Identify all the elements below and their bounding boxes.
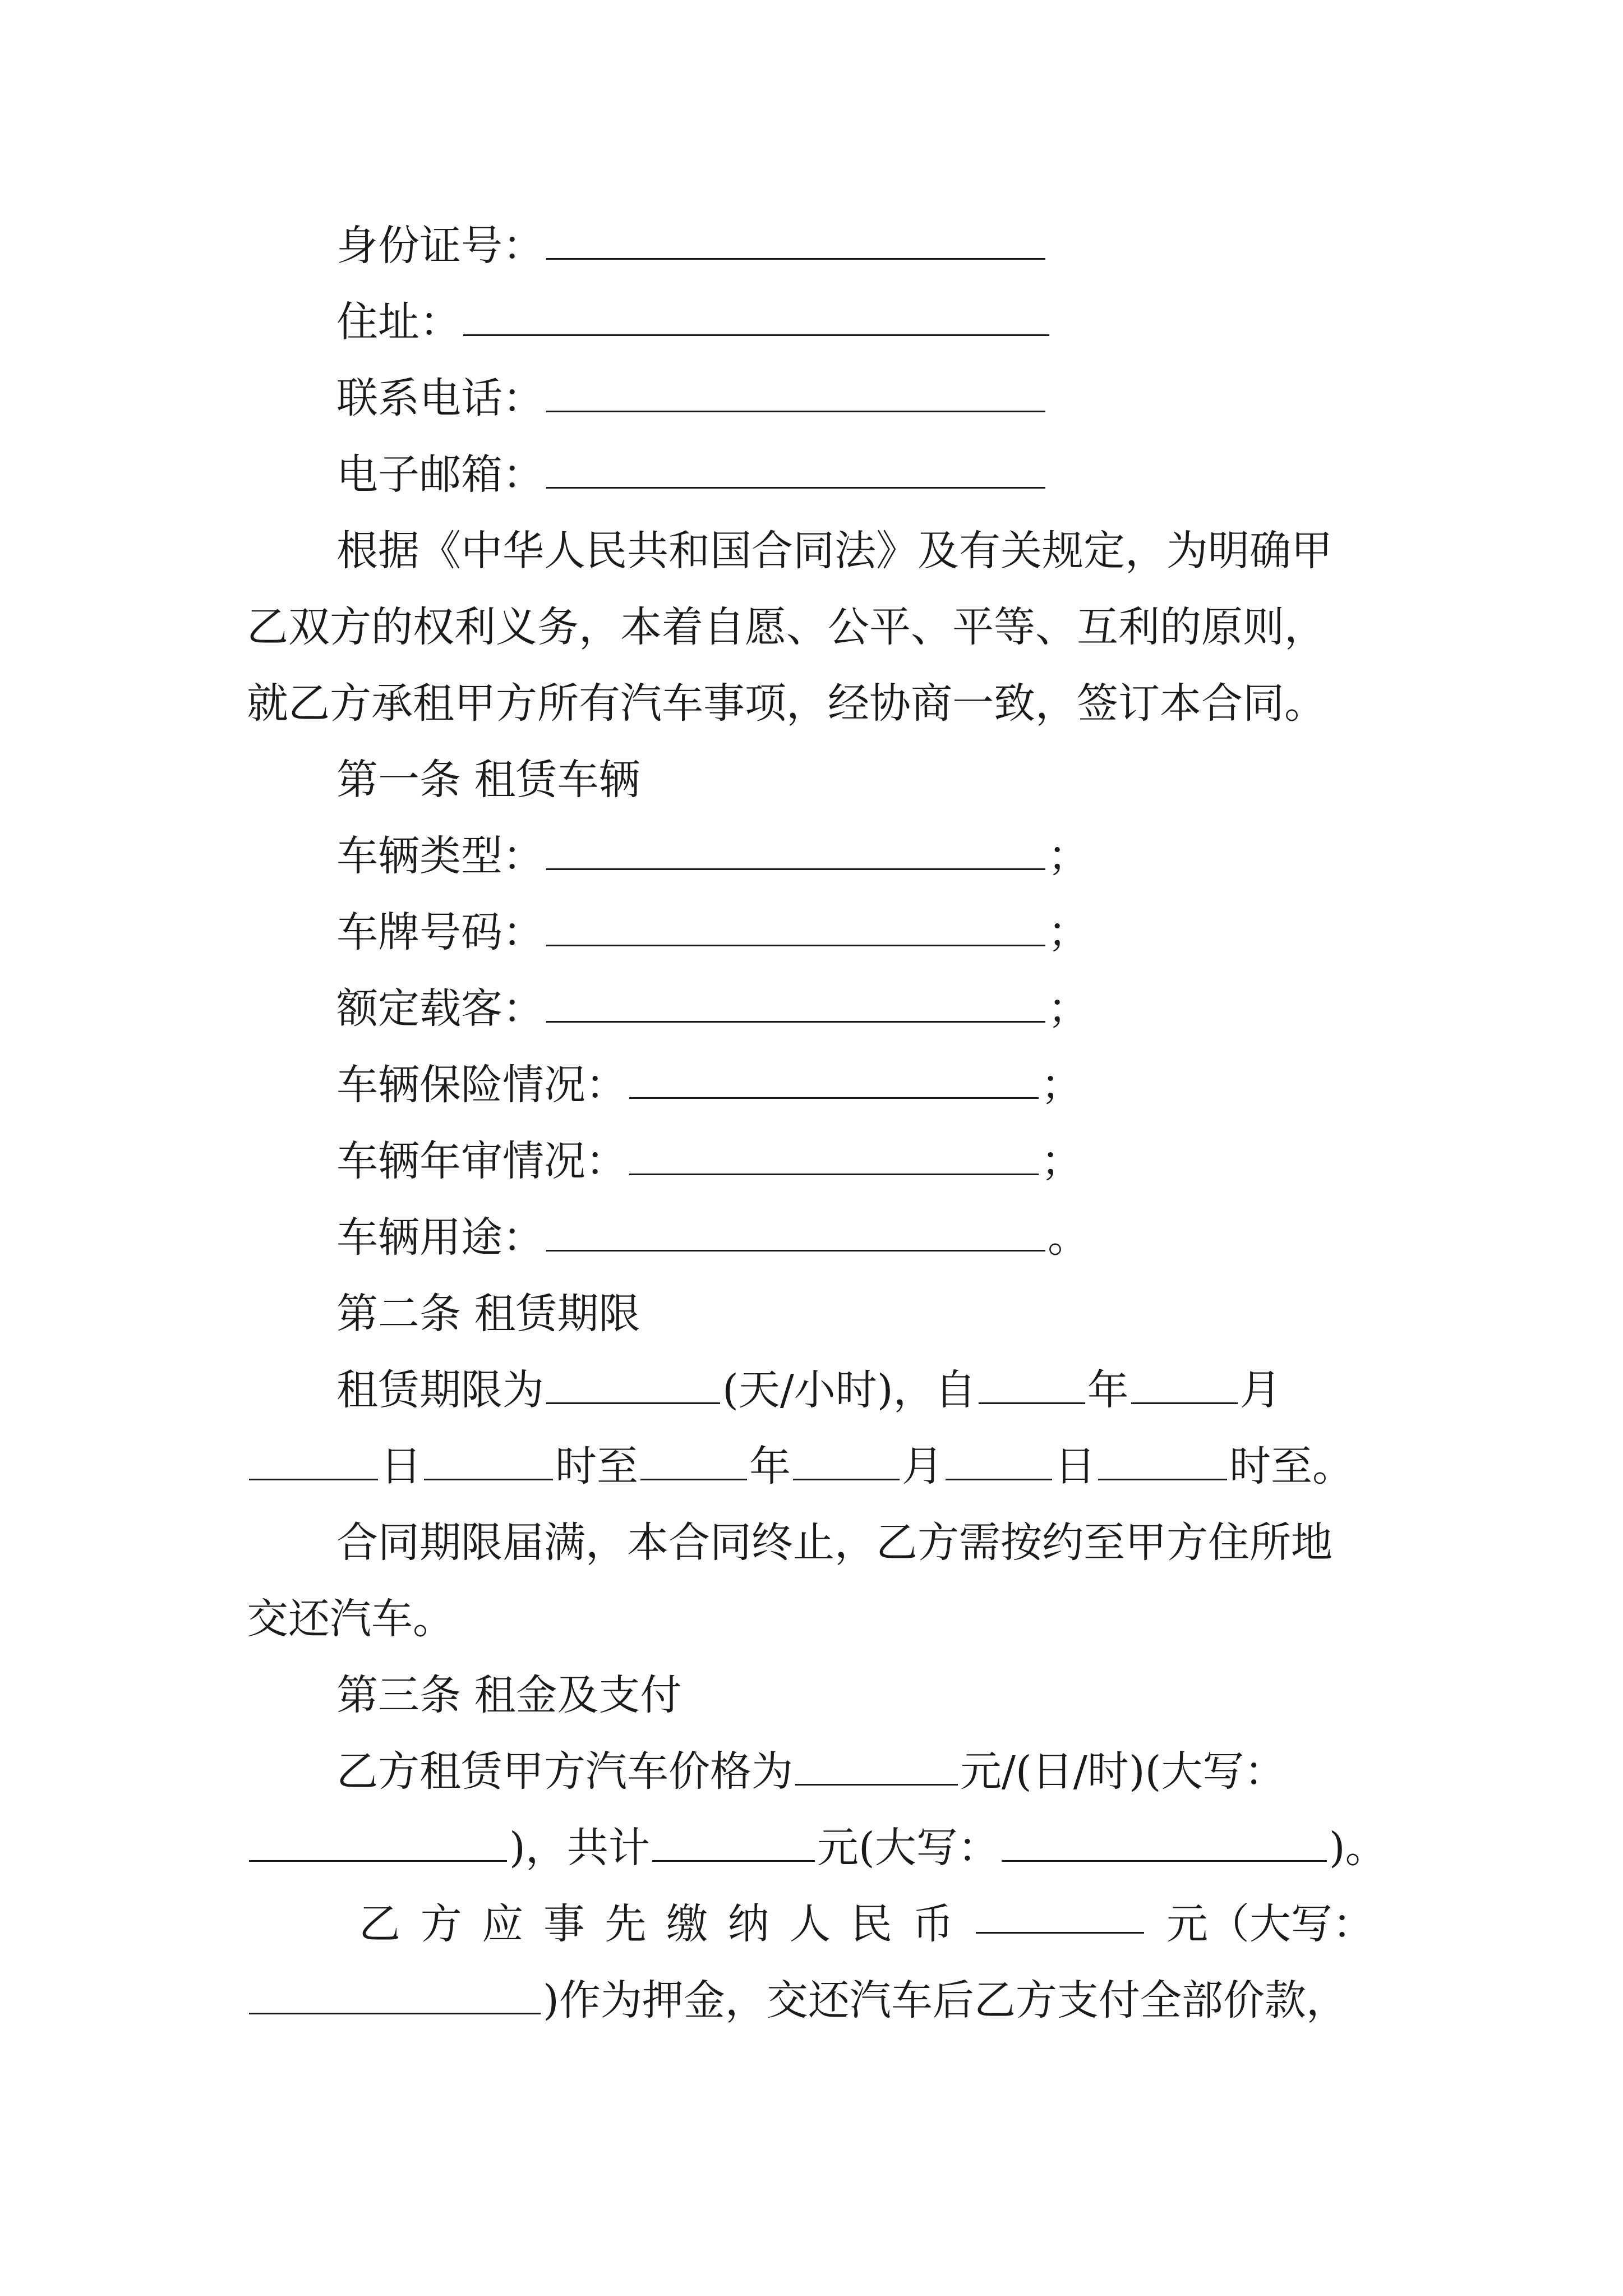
address-label: 住址：	[336, 298, 461, 346]
plate-number-blank[interactable]	[546, 909, 1045, 946]
intro-line-1: 根据《中华人民共和国合同法》及有关规定，为明确甲	[336, 527, 1332, 575]
start-hour-blank[interactable]	[424, 1443, 553, 1480]
vehicle-use-blank[interactable]	[546, 1214, 1045, 1251]
insurance-field	[336, 1057, 1082, 1113]
month-label: 月	[902, 1442, 943, 1490]
insurance-blank[interactable]	[629, 1061, 1039, 1099]
vehicle-type-blank[interactable]	[546, 832, 1045, 870]
end-day-blank[interactable]	[946, 1443, 1052, 1480]
phone-label: 联系电话：	[336, 374, 544, 422]
seats-blank[interactable]	[546, 985, 1045, 1023]
id-number-blank[interactable]	[546, 222, 1045, 260]
rent-unit-text: 元/(日/时)(大写：	[960, 1747, 1286, 1796]
term-end-line-1: 合同期限届满，本合同终止，乙方需按约至甲方住所地	[336, 1519, 1332, 1567]
total-capital-label: 元(大写：	[817, 1824, 999, 1872]
end-year-blank[interactable]	[640, 1443, 747, 1480]
article-2-title: 第二条 租赁期限	[336, 1290, 640, 1338]
deposit-amount-blank[interactable]	[976, 1896, 1144, 1934]
rent-line-1	[336, 1743, 1285, 1800]
semicolon: ；	[1048, 984, 1089, 1033]
inspection-field	[336, 1133, 1082, 1189]
deposit-char: 事	[543, 1900, 585, 1948]
intro-line-2: 乙双方的权利义务，本着自愿、公平、平等、互利的原则，	[247, 603, 1326, 651]
closing-paren: )。	[1329, 1824, 1387, 1872]
deposit-capital-blank[interactable]	[249, 1977, 541, 2014]
term-end-line-2: 交还汽车。	[247, 1595, 454, 1643]
rent-line-2	[247, 1820, 1387, 1876]
id-number-field	[336, 218, 1048, 274]
total-amount-blank[interactable]	[652, 1824, 815, 1862]
total-capital-blank[interactable]	[1002, 1824, 1327, 1862]
inspection-blank[interactable]	[629, 1138, 1039, 1175]
vehicle-use-label: 车辆用途：	[336, 1213, 544, 1262]
deposit-char: 方	[420, 1900, 462, 1948]
deposit-char: 人	[789, 1900, 831, 1948]
hour-to-label: 时至	[555, 1442, 638, 1490]
start-year-blank[interactable]	[979, 1366, 1085, 1404]
year-label: 年	[1087, 1366, 1129, 1414]
vehicle-type-field	[336, 828, 1089, 884]
day-label: 日	[380, 1442, 422, 1490]
deposit-capital-label: 元（大写：	[1166, 1900, 1374, 1948]
deposit-line-2	[247, 1972, 1348, 2028]
end-hour-blank[interactable]	[1098, 1443, 1227, 1480]
start-month-blank[interactable]	[1131, 1366, 1238, 1404]
email-label: 电子邮箱：	[336, 450, 544, 499]
total-label: )，共计	[509, 1824, 650, 1872]
email-blank[interactable]	[546, 451, 1045, 489]
id-number-label: 身份证号：	[336, 222, 544, 270]
intro-line-3: 就乙方承租甲方所有汽车事项，经协商一致，签订本合同。	[247, 679, 1326, 728]
seats-label: 额定载客：	[336, 984, 544, 1033]
plate-number-label: 车牌号码：	[336, 908, 544, 956]
month-label: 月	[1239, 1366, 1281, 1414]
deposit-char: 应	[482, 1900, 524, 1948]
phone-blank[interactable]	[546, 375, 1045, 412]
deposit-char: 币	[912, 1900, 954, 1948]
article-3-title: 第三条 租金及支付	[336, 1671, 682, 1719]
term-line-1	[336, 1362, 1281, 1418]
day-label: 日	[1054, 1442, 1096, 1490]
deposit-char: 先	[605, 1900, 647, 1948]
email-field	[336, 447, 1048, 503]
rent-price-blank[interactable]	[795, 1748, 958, 1786]
semicolon: ；	[1048, 832, 1089, 880]
start-day-blank[interactable]	[249, 1443, 378, 1480]
article-1-title: 第一条 租赁车辆	[336, 756, 640, 804]
rent-price-label: 乙方租赁甲方汽车价格为	[336, 1747, 793, 1796]
phone-field	[336, 370, 1048, 426]
semicolon: ；	[1041, 1137, 1082, 1185]
deposit-char: 缴	[666, 1900, 708, 1948]
insurance-label: 车辆保险情况：	[336, 1061, 627, 1109]
inspection-label: 车辆年审情况：	[336, 1137, 627, 1185]
term-length-blank[interactable]	[546, 1366, 720, 1404]
semicolon: ；	[1041, 1061, 1082, 1109]
address-blank[interactable]	[463, 298, 1049, 336]
deposit-char: 纳	[727, 1900, 769, 1948]
year-label: 年	[749, 1442, 791, 1490]
rent-price-capital-blank[interactable]	[249, 1824, 507, 1862]
end-month-blank[interactable]	[793, 1443, 900, 1480]
term-line-2	[247, 1438, 1354, 1494]
vehicle-type-label: 车辆类型：	[336, 832, 544, 880]
term-label: 租赁期限为	[336, 1366, 544, 1414]
vehicle-use-field	[336, 1209, 1089, 1266]
deposit-char: 乙	[359, 1900, 400, 1948]
deposit-char: 民	[851, 1900, 892, 1948]
plate-number-field	[336, 904, 1089, 960]
hour-to-label: 时至。	[1229, 1442, 1354, 1490]
deposit-text: )作为押金，交还汽车后乙方支付全部价款，	[543, 1976, 1348, 2024]
address-field	[336, 294, 1052, 350]
semicolon: ；	[1048, 908, 1089, 956]
term-unit-text: (天/小时)，自	[722, 1366, 976, 1414]
seats-field	[336, 981, 1089, 1037]
period: 。	[1048, 1213, 1089, 1262]
deposit-line	[359, 1896, 1374, 1952]
